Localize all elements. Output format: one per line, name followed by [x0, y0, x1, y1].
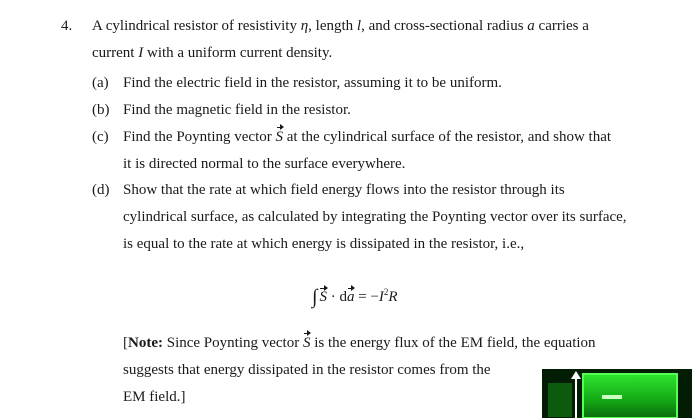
part-b-text: Find the magnetic field in the resistor. — [123, 102, 351, 118]
photo-green-glow — [582, 373, 678, 418]
eq-current: I — [378, 289, 384, 305]
part-c-text-post: at the cylindrical surface of the resistor, and show that — [283, 129, 612, 145]
part-a-label: (a) — [92, 75, 109, 91]
part-d-label: (d) — [92, 182, 110, 198]
part-c-line-1 — [123, 128, 611, 146]
radius-symbol: a — [527, 18, 535, 34]
eq-dot-d: · d — [326, 289, 347, 305]
eq-vector-s: S — [319, 289, 327, 305]
poynting-integral-equation — [312, 284, 398, 307]
photo-bright-spot — [602, 395, 622, 399]
note-vector-s: S — [302, 335, 311, 351]
part-c-line-2: it is directed normal to the surface everywhere. — [123, 156, 406, 172]
note-line-1 — [123, 334, 596, 352]
photo-dark-region — [548, 383, 572, 417]
note-open-bracket: [ — [123, 335, 128, 351]
problem-intro-line-1 — [92, 17, 589, 35]
integral-sign: ∫ — [312, 286, 318, 308]
intro-text-2: , length — [308, 18, 357, 34]
note-bold-label: Note: — [128, 335, 163, 351]
length-symbol: l — [356, 18, 362, 34]
green-glow-photo-thumbnail — [542, 369, 692, 418]
intro-text-3: , and cross-sectional radius — [361, 18, 528, 34]
part-c-text-pre: Find the Poynting vector — [123, 129, 276, 145]
intro-text-6: with a uniform current density. — [143, 45, 333, 61]
note-text-pre: Since Poynting vector — [162, 335, 303, 351]
eq-vector-a: a — [346, 289, 355, 305]
part-d-line-1: Show that the rate at which field energy flows into the resistor through its — [123, 182, 565, 198]
problem-intro-line-2 — [92, 44, 332, 62]
intro-text-5: current — [92, 45, 139, 61]
note-text-post: is the energy flux of the EM field, the equation — [310, 335, 596, 351]
note-line-3: EM field.] — [123, 389, 186, 405]
part-b-label: (b) — [92, 102, 110, 118]
eta-symbol: η — [300, 18, 309, 34]
eq-equals-minus: = − — [354, 289, 379, 305]
note-line-2: suggests that energy dissipated in the resistor comes from the — [123, 362, 491, 378]
part-c-label: (c) — [92, 129, 109, 145]
part-d-line-3: is equal to the rate at which energy is dissipated in the resistor, i.e., — [123, 236, 525, 252]
intro-text-4: carries a — [534, 18, 589, 34]
eq-exponent: 2 — [383, 287, 389, 297]
current-symbol: I — [138, 45, 144, 61]
intro-text-1: A cylindrical resistor of resistivity — [92, 18, 301, 34]
up-arrow-icon — [575, 375, 577, 418]
problem-number: 4. — [61, 18, 73, 34]
eq-resistance: R — [388, 289, 398, 305]
poynting-vector-symbol: S — [275, 129, 283, 145]
part-a-text: Find the electric field in the resistor, assuming it to be uniform. — [123, 75, 502, 91]
part-d-line-2: cylindrical surface, as calculated by integrating the Poynting vector over its surface, — [123, 209, 627, 225]
